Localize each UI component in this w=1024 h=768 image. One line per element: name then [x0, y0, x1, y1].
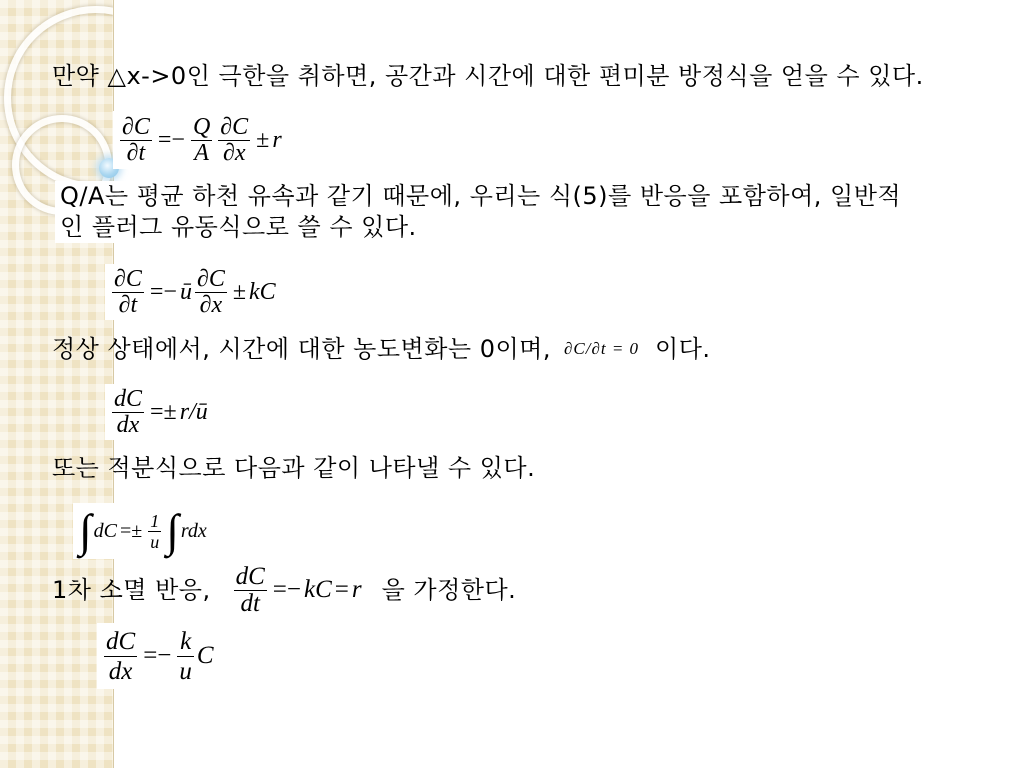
fraction-numerator: ∂C: [114, 265, 142, 292]
dc-dt-fraction: [112, 267, 144, 318]
steady-state-equation: ∂C/∂t = 0: [562, 334, 641, 364]
paragraph-line: 인 플러그 유동식으로 쓸 수 있다.: [60, 213, 417, 241]
k-over-u-fraction: [177, 627, 194, 686]
plug-flow-equation: [105, 264, 280, 320]
fraction-denominator: dx: [108, 657, 133, 685]
rate-over-velocity: r/ū: [179, 398, 208, 425]
equals-minus-operator: =−: [143, 642, 172, 669]
mean-velocity-symbol: ū: [179, 278, 192, 305]
equals-operator: =: [334, 576, 349, 603]
fraction-denominator: ∂x: [222, 139, 246, 166]
paragraph-line: Q/A는 평균 하천 유속과 같기 때문에, 우리는 식(5)를 반응을 포함하여, 일반적: [60, 182, 902, 210]
dc-dt-fraction: [234, 564, 267, 617]
dc-dx-fraction: [104, 627, 137, 686]
fraction-numerator: dC: [235, 562, 265, 590]
fraction-denominator: ∂t: [126, 139, 146, 166]
limit-statement-text: 만약 △x->0인 극한을 취하면, 공간과 시간에 대한 편미분 방정식을 얻을 수 있다.: [52, 62, 924, 90]
plus-minus-operator: ±: [256, 126, 270, 153]
fraction-denominator: A: [194, 139, 209, 166]
equals-plus-minus-operator: =±: [150, 398, 177, 425]
q-over-a-fraction: [191, 115, 212, 166]
integral-sign: ∫: [79, 505, 92, 556]
decay-rate-equation: [227, 562, 366, 618]
sentence-ending: 을 가정한다.: [381, 576, 517, 604]
dc-dx-fraction: [195, 267, 227, 318]
steady-state-gradient-equation: [105, 384, 212, 440]
equals-plus-minus-operator: =±: [119, 519, 143, 542]
fraction-denominator: u: [179, 657, 192, 685]
integral-form-text: 또는 적분식으로 다음과 같이 나타낼 수 있다.: [52, 454, 536, 482]
fraction-numerator: dC: [114, 385, 143, 412]
dc-dx-fraction: [218, 115, 250, 166]
steady-state-line: [52, 334, 711, 364]
partial-differential-equation: [113, 111, 286, 169]
one-over-u-fraction: [148, 511, 161, 552]
reaction-term: r: [351, 576, 362, 603]
integrand: rdx: [180, 519, 207, 542]
fraction-denominator: dx: [116, 411, 140, 438]
fraction-numerator: ∂C: [220, 113, 249, 140]
dc-dt-fraction: [120, 115, 152, 166]
fraction-denominator: dt: [240, 589, 260, 617]
fraction-denominator: u: [150, 531, 160, 552]
first-order-gradient-equation: [97, 623, 218, 689]
concentration-term: C: [196, 642, 214, 669]
mean-velocity-paragraph: [55, 181, 906, 243]
fraction-numerator: ∂C: [122, 113, 150, 140]
equals-minus-operator: =−: [272, 576, 301, 603]
fraction-numerator: Q: [192, 113, 211, 140]
equals-minus-operator: =−: [157, 126, 185, 153]
reaction-term: r: [272, 126, 282, 153]
integral-equation: [73, 503, 211, 559]
fraction-numerator: 1: [150, 510, 160, 531]
integral-sign: ∫: [166, 505, 179, 556]
equals-minus-operator: =−: [149, 278, 177, 305]
fraction-denominator: ∂x: [199, 291, 223, 318]
integral-lhs: dC: [93, 519, 117, 542]
fraction-denominator: ∂t: [118, 291, 138, 318]
first-order-decay-line: [52, 562, 516, 618]
steady-state-text: 정상 상태에서, 시간에 대한 농도변화는 0이며,: [52, 335, 551, 363]
decay-term: kC: [249, 278, 276, 305]
sentence-ending: 이다.: [655, 335, 711, 363]
plus-minus-operator: ±: [232, 278, 246, 305]
fraction-numerator: k: [177, 627, 194, 657]
fraction-numerator: dC: [106, 627, 136, 655]
fraction-numerator: ∂C: [196, 265, 225, 292]
dc-dx-fraction: [112, 387, 144, 438]
decay-text: 1차 소멸 반응,: [52, 576, 211, 604]
decay-term: kC: [303, 576, 332, 603]
